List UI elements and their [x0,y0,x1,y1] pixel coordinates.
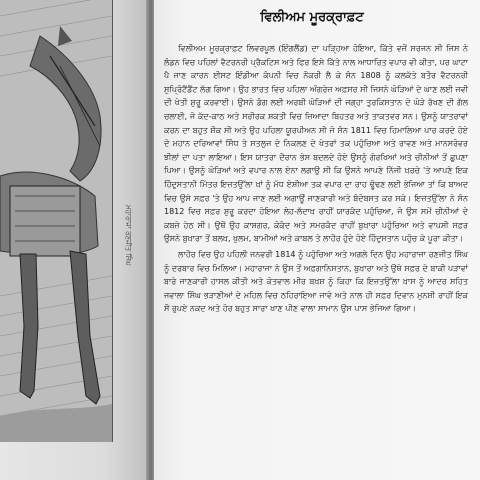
page-title: ਵਿਲੀਅਮ ਮੂਰਕ੍ਰਾਫ਼ਟ [260,10,364,25]
horse-illustration [0,0,113,442]
right-page [154,0,480,480]
illustration-caption: ਮਹਾਰਾਜਾ ਰਣਜੀਤ ਸਿੰਘ [124,204,132,266]
body-text [164,42,468,318]
left-page [0,0,150,480]
paragraph-1: ਵਿਲੀਅਮ ਮੂਰਕ੍ਰਾਫ਼ਟ ਲਿਵਰਪੂਲ (ਇੰਗਲੈਂਡ) ਦਾ ਪੜ੍ਹਿਆ ਹੋਇਆ, ਕਿੱਤੇ ਵਜੋਂ ਸਰਜਨ ਸੀ ਜਿਸ ਨੇ ਲੰਡਨ ਵਿਚ ਪਹਿਲਾਂ ਵੈਟਰਨਰੀ ਪ੍ਰੈਕਟਿਸ ਅਤੇ ਫਿਰ ਇਸੇ ਕਿੱਤੇ ਨਾਲ ਆਧਾਰਿਤ ਵਪਾਰ ਵੀ ਕੀਤਾ, ਪਰ ਘਾਟਾ ਪੈ ਜਾਣ ਕਾਰਨ ਈਸਟ ਇੰਡੀਆ ਕੰਪਨੀ ਵਿਚ ਨੌਕਰੀ ਲੈ ਕੇ ਸੰਨ 1808 ਨੂੰ ਕਲਕੱਤੇ ਬਤੌਰ ਵੈਟਰਨਰੀ ਸੁਪ੍ਰਿੰਟੈਂਡੈਂਟ ਲੱਗ ਗਿਆ। ਉਹ ਭਾਰਤ ਵਿਚ ਪਹਿਲਾ ਅੰਗਰੇਜ਼ ਅਫ਼ਸਰ ਸੀ ਜਿਸਨੇ ਘੋੜਿਆਂ ਦੇ ਘਾਣ ਲਈ ਜਵੀ ਦੀ ਖੇਤੀ ਸ਼ੁਰੂ ਕਰਵਾਈ। ਉਸਨੇ ਡੰਗ ਲਈ ਅਰਬੀ ਘੋੜਿਆਂ ਦੀ ਜਗ੍ਹਾ ਤੁਰਕਿਸਤਾਨ ਦੇ ਘੋੜੇ ਰੱਖਣ ਦੀ ਗੱਲ ਚਲਾਈ, ਜੋ ਕੱਦ-ਕਾਠ ਅਤੇ ਸਰੀਰਕ ਸ਼ਕਤੀ ਵਿਚ ਜ਼ਿਆਦਾ ਬਿਹਤਰ ਅਤੇ ਤਾਕਤਵਰ ਸਨ। ਉਸਨੂੰ ਯਾਤਰਾਵਾਂ ਕਰਨ ਦਾ ਬਹੁਤ ਸ਼ੌਕ ਸੀ ਅਤੇ ਉਹ ਪਹਿਲਾ ਯੂਰਪੀਅਨ ਸੀ ਜੋ ਸੰਨ 1811 ਵਿਚ ਹਿਮਾਲਿਆ ਪਾਰ ਕਰਦੇ ਹੋਏ ਦੋ ਮਹਾਨ ਦਰਿਆਵਾਂ ਸਿੰਧ ਤੇ ਸਤਲੁਜ ਦੇ ਨਿਕਲਣ ਦੇ ਖੇਤਰਾਂ ਤਕ ਪਹੁੰਚਿਆ ਅਤੇ ਰਾਵਣ ਅਤੇ ਮਾਨਸਰੋਵਰ ਝੀਲਾਂ ਦਾ ਪਤਾ ਲਾਇਆ। ਇਸ ਯਾਤਰਾ ਦੌਰਾਨ ਭੇਸ ਬਦਲਦੇ ਹੋਏ ਉਸਨੂੰ ਗੋਰਖਿਆਂ ਅਤੇ ਚੀਨੀਆਂ ਤੋਂ ਛੁਪਣਾ ਪਿਆ। ਉਸਨੂੰ ਘੋੜਿਆਂ ਅਤੇ ਵਪਾਰ ਨਾਲ ਏਨਾ ਲਗਾਉ ਸੀ ਕਿ ਉਸਨੇ ਆਪਣੇ ਨਿੱਜੀ ਖ਼ਰਚੇ 'ਤੇ ਆਪਣੇ ਇਕ ਹਿੰਦੁਸਤਾਨੀ ਮਿੱਤਰ ਇਜ਼ਤਉੱਲਾ ਖ਼ਾਂ ਨੂੰ ਮੱਧ ਏਸ਼ੀਆ ਤਕ ਵਪਾਰ ਦਾ ਰਾਹ ਢੂੰਢਣ ਲਈ ਭੇਜਿਆ ਤਾਂ ਕਿ ਬਾਅਦ ਵਿਚ ਉਸੇ ਸਫ਼ਰ 'ਤੇ ਉਹ ਆਪ ਜਾਣ ਲਈ ਅਗਾਊਂ ਜਾਣਕਾਰੀ ਅਤੇ ਬੰਦੋਬਸਤ ਕਰ ਸਕੇ। ਇਜ਼ਤਉੱਲਾ ਨੇ ਸੰਨ 1812 ਵਿਚ ਸਫ਼ਰ ਸ਼ੁਰੂ ਕਰਦਾ ਹੋਇਆ ਲੇਹ-ਲੱਦਾਖ਼ ਰਾਹੀਂ ਯਾਰਕੰਦ ਪਹੁੰਚਿਆ, ਜੋ ਉਸ ਸਮੇਂ ਚੀਨੀਆਂ ਦੇ ਕਬਜ਼ੇ ਹੇਠ ਸੀ। ਉਥੋਂ ਉਹ ਕਾਸ਼ਗਰ, ਕੋਕੰਦ ਅਤੇ ਸਮਰਕੰਦ ਰਾਹੀਂ ਬੁਖ਼ਾਰਾ ਪਹੁੰਚਿਆ ਅਤੇ ਵਾਪਸੀ ਸਫ਼ਰ ਉਸਨੇ ਬੁਖ਼ਾਰਾ ਤੋਂ ਬਲਖ਼, ਖੁਲਮ, ਬਾਮੀਆਂ ਅਤੇ ਕਾਬਲ ਤੇ ਲਾਹੌਰ ਹੁੰਦੇ ਹੋਏ ਹਿੰਦੁਸਤਾਨ ਪਹੁੰਚ ਕੇ ਪੂਰਾ ਕੀਤਾ। [164,44,468,244]
horse-engraving-icon [0,0,112,442]
paragraph-2: ਲਾਹੌਰ ਵਿਚ ਉਹ ਪਹਿਲੀ ਜਨਵਰੀ 1814 ਨੂੰ ਪਹੁੰਚਿਆ ਅਤੇ ਅਗਲੇ ਦਿਨ ਉਹ ਮਹਾਰਾਜਾ ਰਣਜੀਤ ਸਿੰਘ ਨੂੰ ਦਰਬਾਰ ਵਿਚ ਮਿਲਿਆ। ਮਹਾਰਾਜਾ ਨੇ ਉਸ ਤੋਂ ਅਫ਼ਗਾਨਿਸਤਾਨ, ਬੁਖ਼ਾਰਾ ਅਤੇ ਉਥੇ ਸਫ਼ਰ ਦੇ ਬਾਕੀ ਪੜਾਵਾਂ ਬਾਰੇ ਜਾਣਕਾਰੀ ਹਾਸਲ ਕੀਤੀ ਅਤੇ ਕੋਤਵਾਲ ਮੀਰ ਬਖ਼ਸ਼ ਨੂੰ ਕਿਹਾ ਕਿ ਇਜ਼ਤਉੱਲਾ ਖ਼ਾਸ ਨੂੰ ਆਦਰ ਸਹਿਤ ਜਵਾਲਾ ਸਿੰਘ ਭੜਾਣੀਆਂ ਦੇ ਮਹਿਲ ਵਿਚ ਠਹਿਰਾਇਆ ਜਾਵੇ ਅਤੇ ਨਾਲ ਹੀ ਸਫ਼ਰ ਦਿਵਾਨ ਮੁਨਸ਼ੀ ਰਾਹੀਂ ਇਕ ਸੌ ਰੁਪਏ ਨਕਦ ਅਤੇ ਹੋਰ ਬਹੁਤ ਸਾਰਾ ਖਾਣ ਪੀਣ ਵਾਲਾ ਸਾਮਾਨ ਉਸ ਪਾਸ ਭੇਜਿਆ ਗਿਆ। [164,249,468,314]
